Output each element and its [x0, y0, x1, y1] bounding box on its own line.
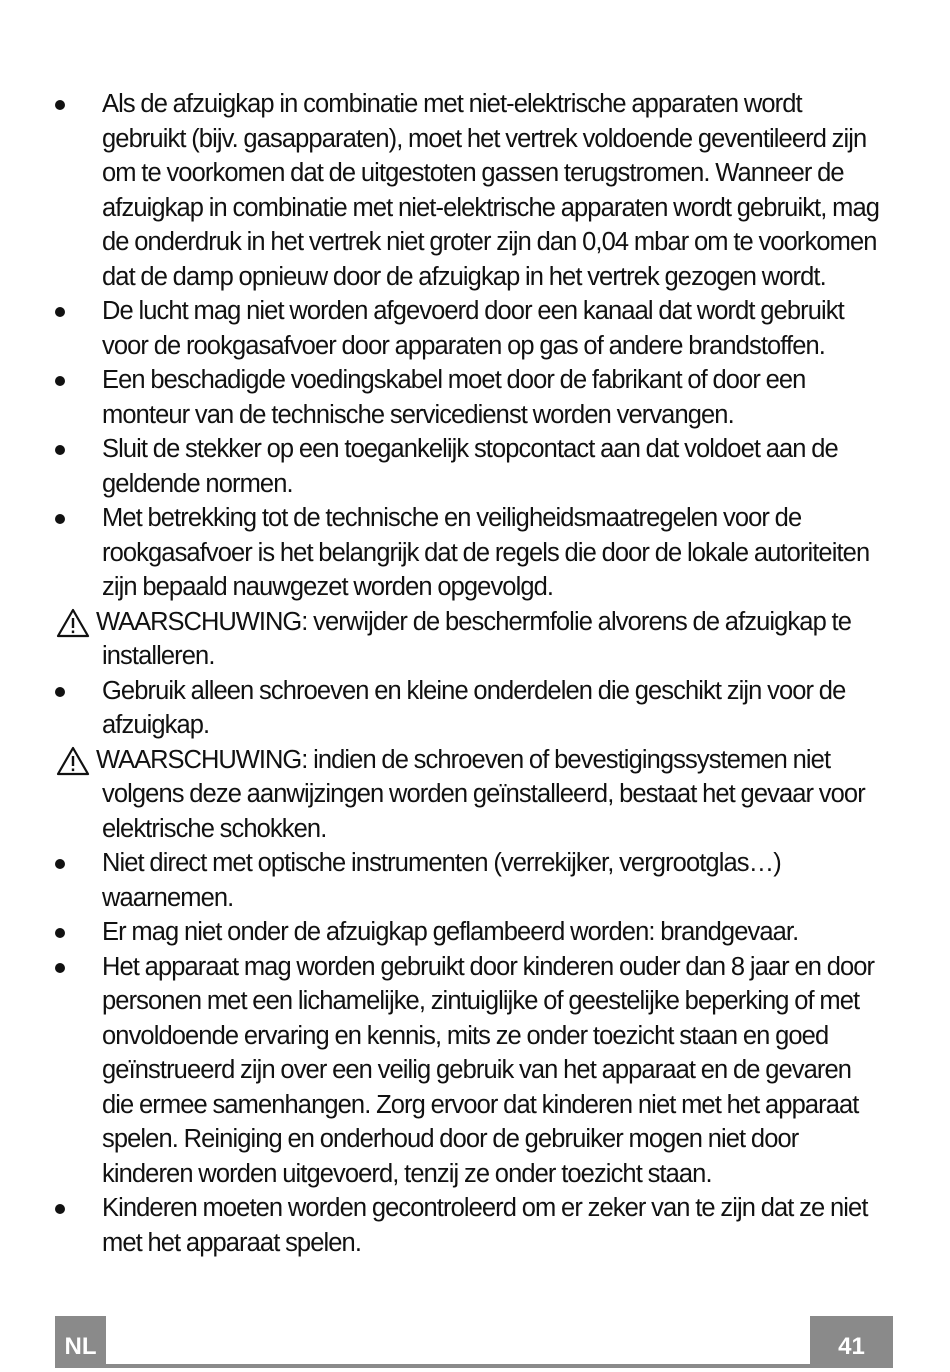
list-item-text: Sluit de stekker op een toegankelijk stopcontact aan dat voldoet aan de geldende normen.	[102, 435, 838, 498]
list-item-text: Gebruik alleen schroeven en kleine onderdelen die geschikt zijn voor de afzuigkap.	[102, 676, 846, 739]
bullet-dot-icon	[55, 928, 65, 938]
list-item-text: De lucht mag niet worden afgevoerd door een kanaal dat wordt gebruikt voor de rookgasafvoer door apparaten op gas of andere brandstoffen.	[102, 297, 844, 360]
list-item-text: Niet direct met optische instrumenten (verrekijker, vergrootglas…) waarnemen.	[102, 849, 781, 912]
warning-text	[96, 605, 880, 674]
warning-text	[96, 743, 880, 847]
footer-divider	[106, 1364, 810, 1368]
bullet-dot-icon	[55, 963, 65, 973]
list-item	[0, 294, 950, 363]
bullet-dot-icon	[55, 1204, 65, 1214]
list-item-text: Een beschadigde voedingskabel moet door de fabrikant of door een monteur van de technische servicedienst worden vervangen.	[102, 366, 806, 429]
bullet-dot-icon	[55, 376, 65, 386]
warning-body: : verwijder de beschermfolie alvorens de afzuigkap te installeren.	[102, 607, 851, 670]
warning-item	[0, 743, 950, 847]
bullet-dot-icon	[55, 687, 65, 697]
page-number-badge	[810, 1316, 893, 1368]
list-item-text: Er mag niet onder de afzuigkap geflambeerd worden: brandgevaar.	[102, 918, 799, 946]
list-item-text: Als de afzuigkap in combinatie met niet-elektrische apparaten wordt gebruikt (bijv. gasapparaten), moet het vertrek voldoende geventileerd zijn om te voorkomen dat de uitgestoten gassen terugstromen. Wanneer de afzuigkap in combinatie met niet-elektrische apparaten wordt gebruikt, mag de onderdruk in het vertrek niet groter zijn dan 0,04 mbar om te voorkomen dat de damp opnieuw door de afzuigkap in het vertrek gezogen wordt.	[102, 90, 880, 291]
list-item-text: Kinderen moeten worden gecontroleerd om er zeker van te zijn dat ze niet met het apparaat spelen.	[102, 1194, 868, 1257]
language-code: NL	[64, 1333, 97, 1360]
list-item	[0, 915, 950, 950]
document-body	[0, 87, 950, 1260]
warning-label: WAARSCHUWING	[96, 607, 302, 636]
warning-item	[0, 605, 950, 674]
list-item-text: Het apparaat mag worden gebruikt door kinderen ouder dan 8 jaar en door personen met een lichamelijke, zintuiglijke of geestelijke beperking of met onvoldoende ervaring en kennis, mits ze onder toezicht staan en goed geïnstrueerd zijn over een veilig gebruik van het apparaat en de gevaren die ermee samenhangen. Zorg ervoor dat kinderen niet met het apparaat spelen. Reiniging en onderhoud door de gebruiker mogen niet door kinderen worden uitgevoerd, tenzij ze onder toezicht staan.	[102, 952, 875, 1188]
list-item	[0, 432, 950, 501]
list-item	[0, 501, 950, 605]
list-item-text: Met betrekking tot de technische en veiligheidsmaatregelen voor de rookgasafvoer is het belangrijk dat de regels die door de lokale autoriteiten zijn bepaald nauwgezet worden opgevolgd.	[102, 504, 870, 601]
list-item	[0, 674, 950, 743]
list-item	[0, 1191, 950, 1260]
list-item	[0, 846, 950, 915]
bullet-dot-icon	[55, 514, 65, 524]
page-number: 41	[838, 1333, 865, 1360]
bullet-dot-icon	[55, 859, 65, 869]
warning-triangle-icon	[56, 746, 90, 776]
warning-triangle-icon	[56, 608, 90, 638]
bullet-dot-icon	[55, 307, 65, 317]
list-item	[0, 363, 950, 432]
warning-label: WAARSCHUWING	[96, 745, 302, 774]
bullet-dot-icon	[55, 100, 65, 110]
list-item	[0, 87, 950, 294]
list-item	[0, 950, 950, 1192]
language-badge	[55, 1316, 106, 1368]
warning-body: : indien de schroeven of bevestigingssystemen niet volgens deze aanwijzingen worden geïnstalleerd, bestaat het gevaar voor elektrische schokken.	[102, 745, 865, 843]
bullet-dot-icon	[55, 445, 65, 455]
